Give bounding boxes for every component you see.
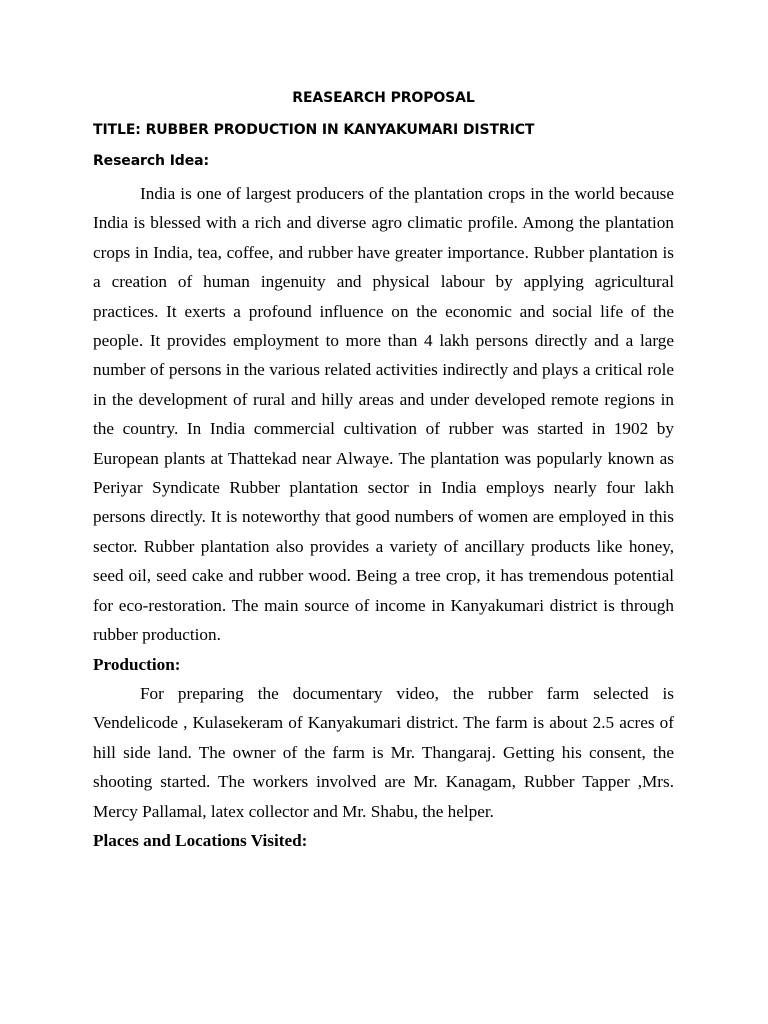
research-idea-paragraph: India is one of largest producers of the plantation crops in the world because India is blessed with a rich and diverse agro climatic profile. Among the plantation crops in India, tea, coffee, and rubber have greater importance. Rubber plantation is a creation of human ingenuity and physical labour by applying agricultural practices. It exerts a profound influence on the economic and social life of the people. It provides employment to more than 4 lakh persons directly and a large number of persons in the various related activities indirectly and plays a critical role in the development of rural and hilly areas and under developed remote regions in the country. In India commercial cultivation of rubber was started in 1902 by European plants at Thattekad near Alwaye. The plantation was popularly known as Periyar Syndicate Rubber plantation sector in India employs nearly four lakh persons directly. It is noteworthy that good numbers of women are employed in this sector. Rubber plantation also provides a variety of ancillary products like honey, seed oil, seed cake and rubber wood. Being a tree crop, it has tremendous potential for eco-restoration. The main source of income in Kanyakumari district is through rubber production. — [93, 184, 674, 645]
document-subtitle: TITLE: RUBBER PRODUCTION IN KANYAKUMARI DISTRICT — [93, 122, 535, 138]
document-page — [93, 88, 674, 855]
section-heading-research-idea: Research Idea: — [93, 153, 209, 169]
section-heading-production: Production: — [93, 654, 181, 674]
production-paragraph: For preparing the documentary video, the rubber farm selected is Vendelicode , Kulasekeram of Kanyakumari district. The farm is about 2.5 acres of hill side land. The owner of the farm is Mr. Thangaraj. Getting his consent, the shooting started. The workers involved are Mr. Kanagam, Rubber Tapper ,Mrs. Mercy Pallamal, latex collector and Mr. Shabu, the helper. — [93, 683, 674, 821]
section-heading-places-visited: Places and Locations Visited: — [93, 830, 308, 850]
document-title: REASEARCH PROPOSAL — [292, 90, 475, 106]
